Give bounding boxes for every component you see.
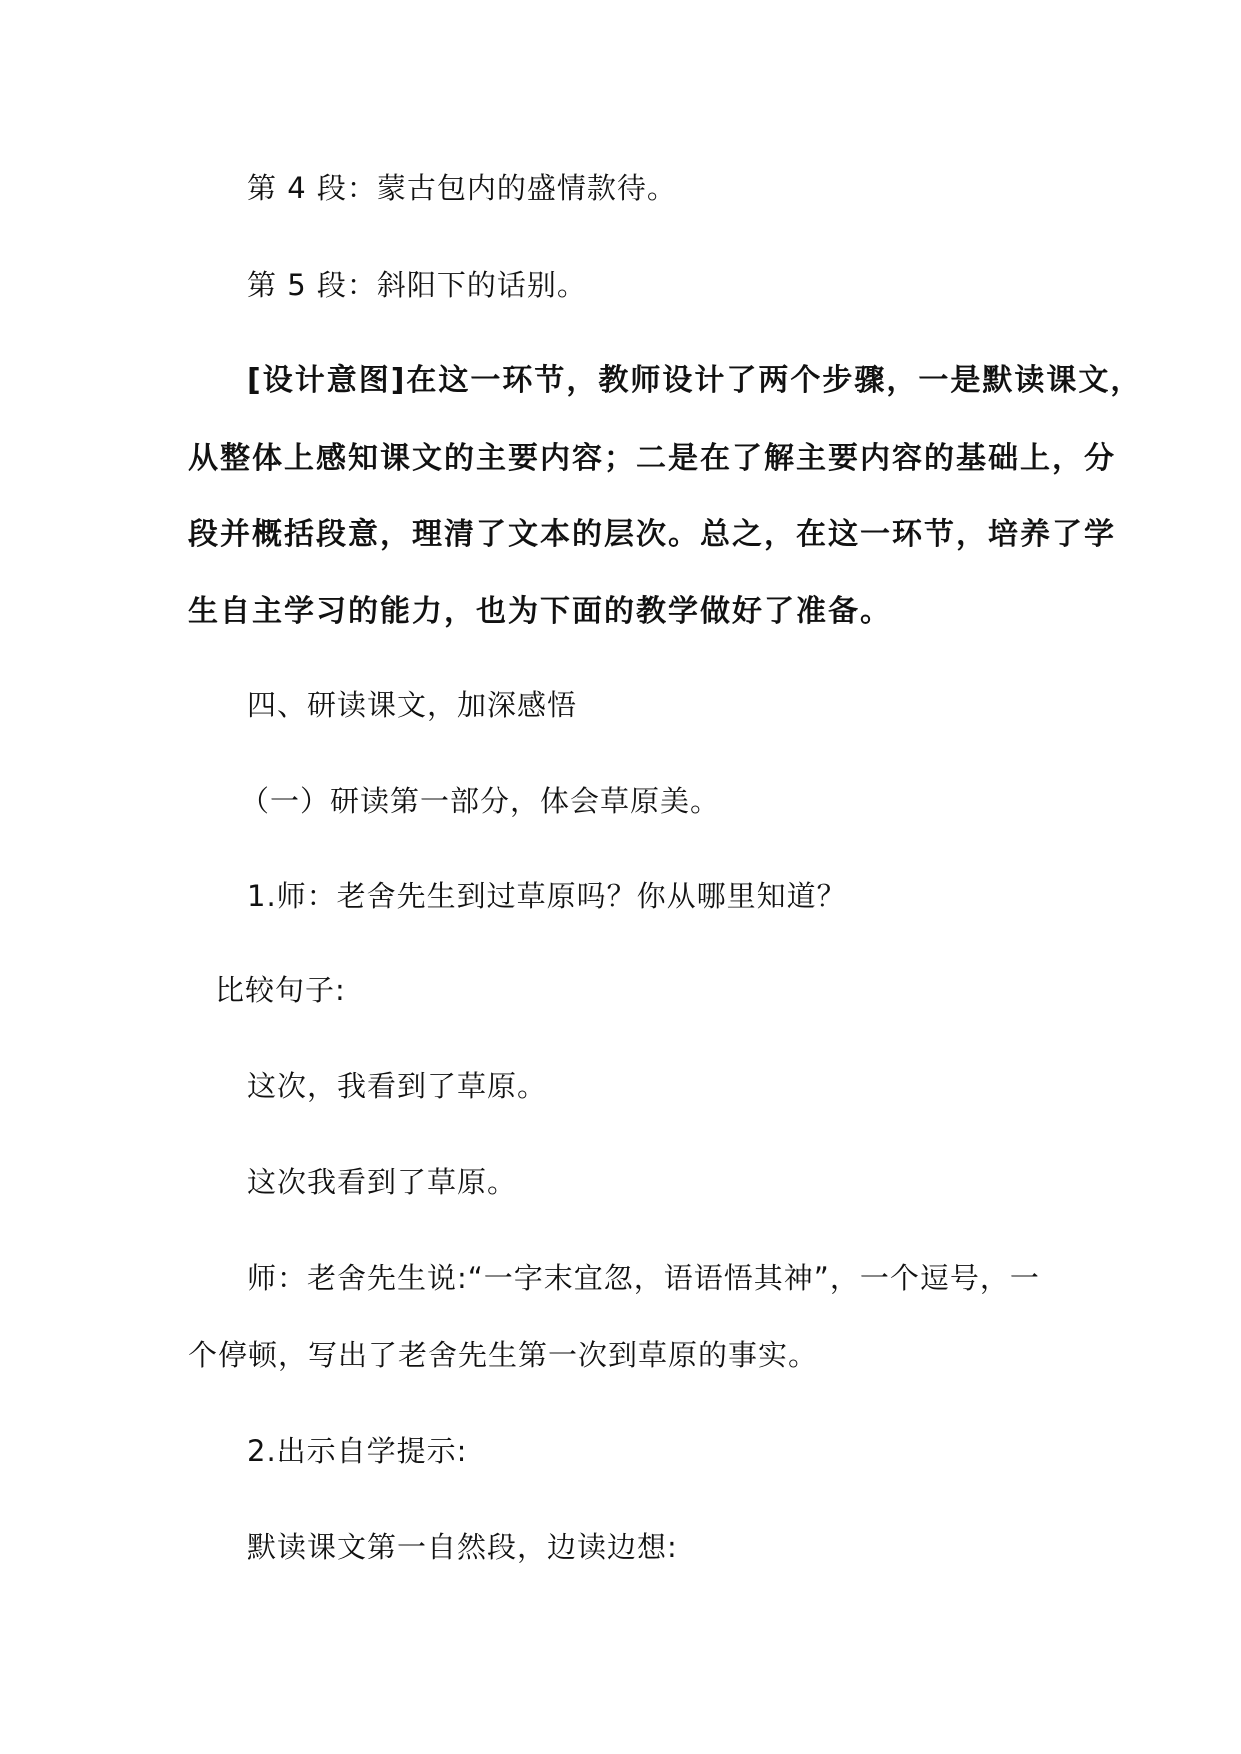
design-intent-line-2: 从整体上感知课文的主要内容；二是在了解主要内容的基础上，分 (188, 441, 1116, 476)
design-intent-line-3: 段并概括段意，理清了文本的层次。总之，在这一环节，培养了学 (188, 517, 1116, 552)
teacher-remark-line-1: 师：老舍先生说:“一字末宜忽，语语悟其神”，一个逗号，一 (247, 1261, 1040, 1295)
question-1: 1.师：老舍先生到过草原吗？你从哪里知道？ (247, 879, 847, 913)
self-study-prompt: 2.出示自学提示: (247, 1434, 468, 1468)
example-sentence-1: 这次，我看到了草原。 (247, 1069, 548, 1103)
subsection-heading: （一）研读第一部分，体会草原美。 (240, 784, 721, 818)
design-intent-line-4: 生自主学习的能力，也为下面的教学做好了准备。 (188, 594, 892, 629)
example-sentence-2: 这次我看到了草原。 (247, 1165, 518, 1199)
paragraph-5-summary: 第 5 段：斜阳下的话别。 (247, 268, 587, 302)
teacher-remark-line-2: 个停顿，写出了老舍先生第一次到草原的事实。 (188, 1338, 819, 1372)
paragraph-4-summary: 第 4 段：蒙古包内的盛情款待。 (247, 171, 677, 205)
design-intent-line-1: [设计意图]在这一环节，教师设计了两个步骤，一是默读课文， (247, 363, 1143, 398)
reading-instruction: 默读课文第一自然段，边读边想: (247, 1530, 678, 1564)
compare-sentences-label: 比较句子: (215, 973, 346, 1007)
section-heading: 四、研读课文，加深感悟 (247, 688, 578, 722)
